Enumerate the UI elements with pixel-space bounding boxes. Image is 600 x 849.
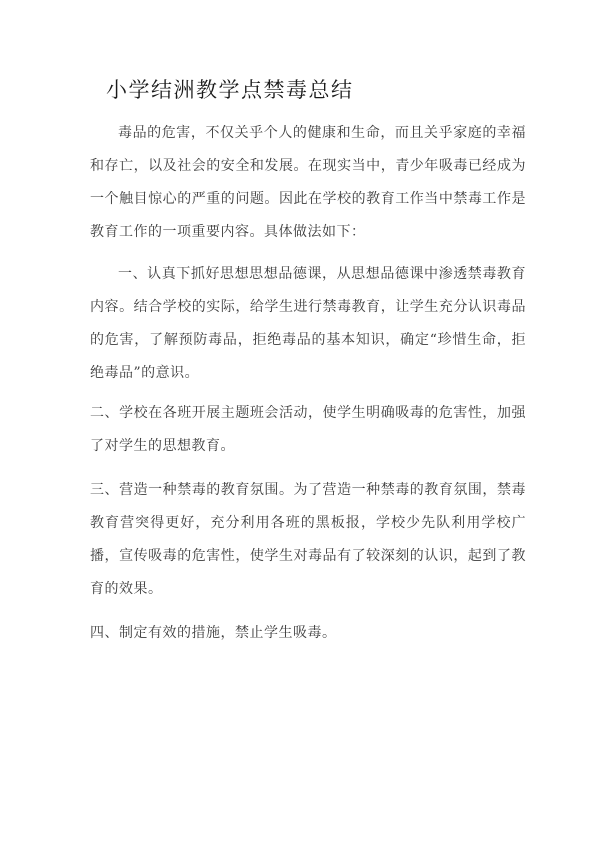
document-title: 小学结洲教学点禁毒总结 [106,78,354,102]
item-four-paragraph: 四、制定有效的措施，禁止学生吸毒。 [90,625,337,641]
item-three-paragraph: 三、营造一种禁毒的教育氛围。为了营造一种禁毒的教育氛围，禁毒教育营突得更好，充分利用各班的黑板报，学校少先队利用学校广播，宣传吸毒的危害性，使学生对毒品有了较深刻的认识，起到了教育的效果。 [90,482,526,597]
item-one-paragraph: 一、认真下抓好思想思想品德课，从思想品德课中渗透禁毒教育内容。结合学校的实际，给学生进行禁毒教育，让学生充分认识毒品的危害，了解预防毒品，拒绝毒品的基本知识，确定“珍惜生命，拒绝毒品”的意识。 [90,266,526,381]
item-two-paragraph: 二、学校在各班开展主题班会活动，使学生明确吸毒的危害性，加强了对学生的思想教育。 [90,405,526,454]
intro-paragraph: 毒品的危害，不仅关乎个人的健康和生命，而且关乎家庭的幸福和存亡，以及社会的安全和发展。在现实当中，青少年吸毒已经成为一个触目惊心的严重的问题。因此在学校的教育工作当中禁毒工作是教育工作的一项重要内容。具体做法如下： [90,125,526,240]
